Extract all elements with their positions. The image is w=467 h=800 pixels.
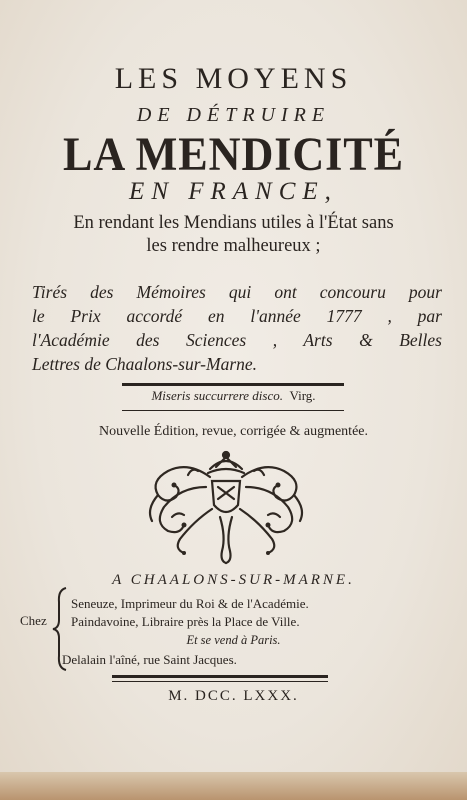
title-line-2: DE DÉTRUIRE <box>136 104 331 126</box>
title-line-4: EN FRANCE, <box>129 178 338 205</box>
motto-author: Virg. <box>289 388 316 403</box>
title-main: LA MENDICITÉ <box>62 128 405 181</box>
subtitle-line-2: les rendre malheureux ; <box>146 236 321 256</box>
source-line-4: Lettres de Chaalons-sur-Marne. <box>32 354 258 374</box>
source-line-2: le Prix accordé en l'année 1777 , par <box>32 306 442 326</box>
imprint-chez: Chez <box>20 613 47 628</box>
book-edge <box>0 772 467 800</box>
imprint-date: M. DCC. LXXX. <box>168 688 299 704</box>
edition-note: Nouvelle Édition, revue, corrigée & augmentée. <box>98 424 368 439</box>
imprint-place: A CHAALONS-SUR-MARNE. <box>112 572 355 588</box>
motto-quote: Miseris succurrere disco. <box>151 388 283 403</box>
imprint-publisher-1: Seneuze, Imprimeur du Roi & de l'Académie. <box>71 596 309 611</box>
source-line-1: Tirés des Mémoires qui ont concouru pour <box>32 282 442 302</box>
imprint-sold-in-paris: Et se vend à Paris. <box>186 633 281 647</box>
imprint-publisher-3: Delalain l'aîné, rue Saint Jacques. <box>62 652 237 667</box>
rule-top-thin <box>122 410 344 411</box>
motto <box>0 388 467 404</box>
rule-bottom-thin <box>112 681 328 682</box>
subtitle-line-1: En rendant les Mendians utiles à l'État sans <box>73 213 394 233</box>
title-line-1: LES MOYENS <box>114 62 353 95</box>
imprint-publisher-2: Paindavoine, Libraire près la Place de Ville. <box>71 614 300 629</box>
rule-bottom-thick <box>112 675 328 678</box>
source-line-3: l'Académie des Sciences , Arts & Belles <box>32 330 442 350</box>
rule-top-thick <box>122 383 344 386</box>
ornament-vignette <box>128 447 324 565</box>
